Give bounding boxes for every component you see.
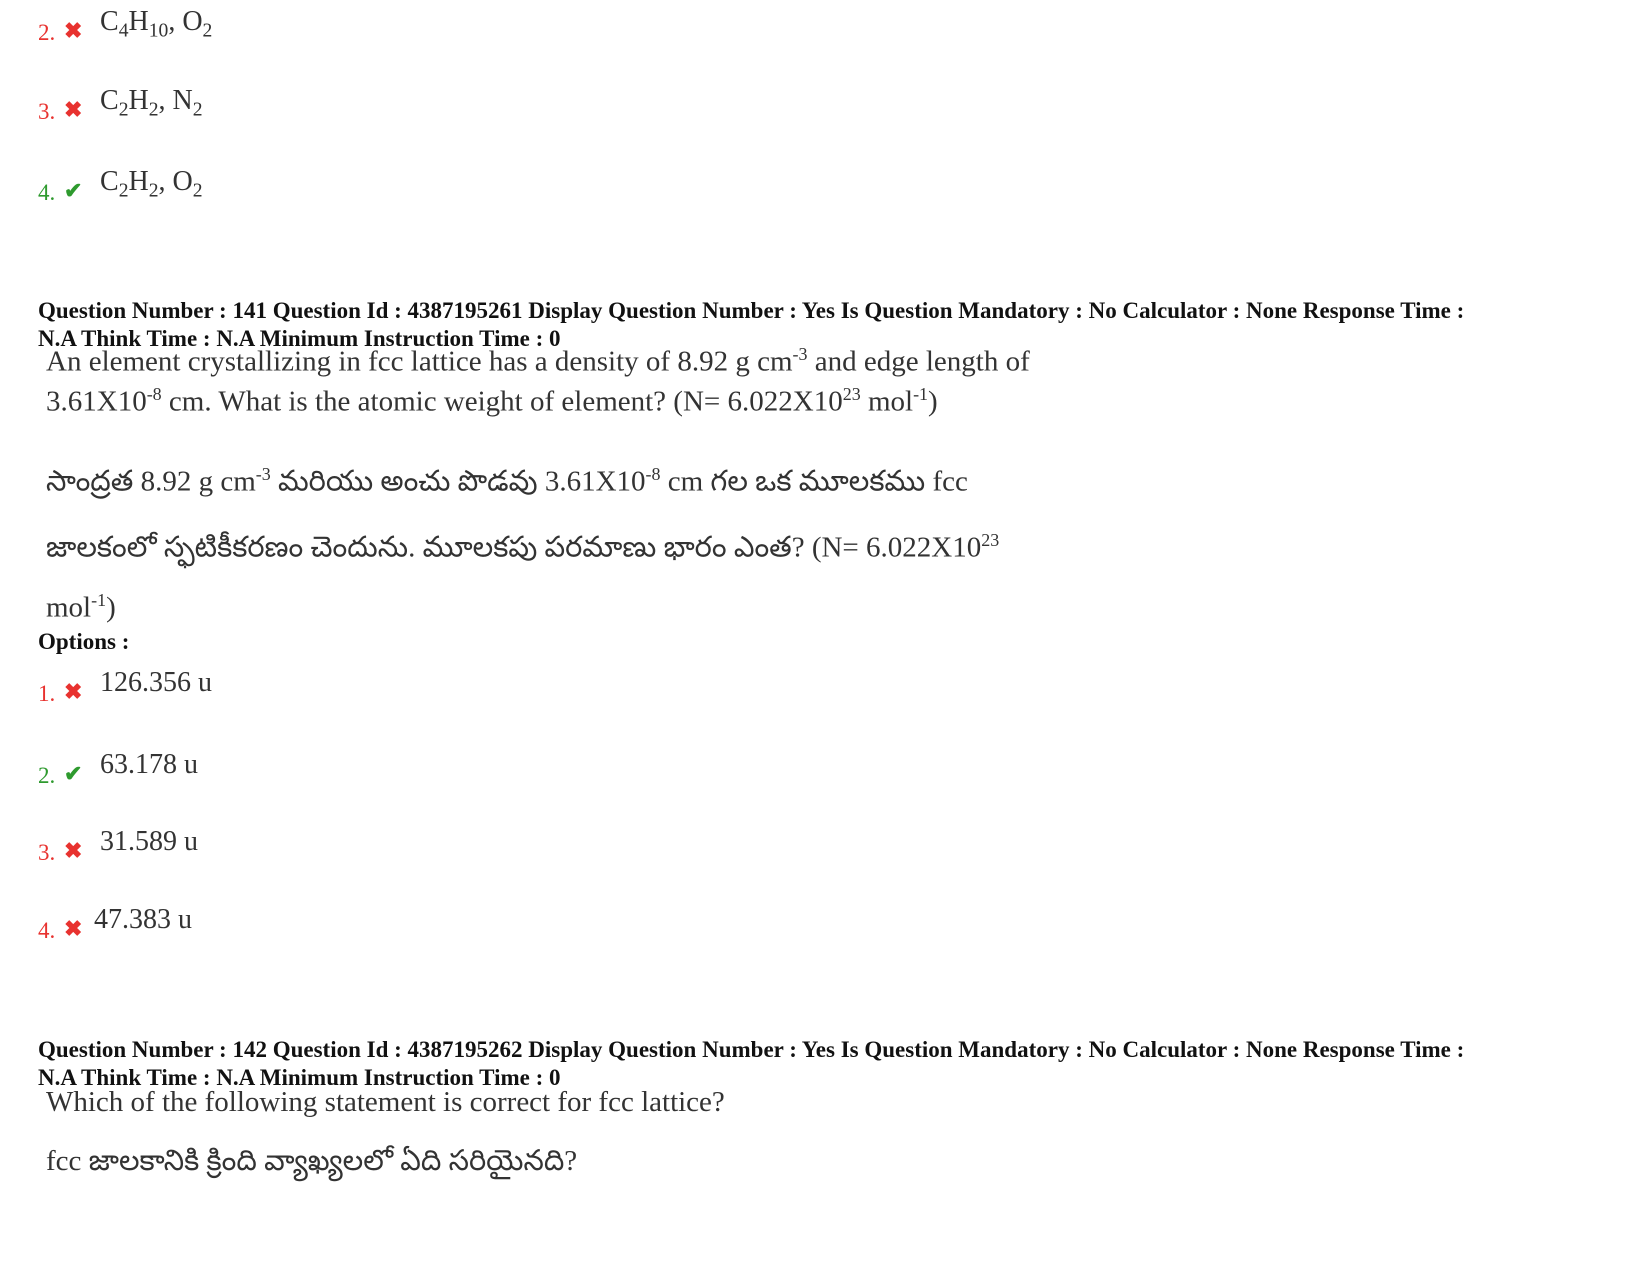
wrong-mark-icon: ✖ xyxy=(64,18,83,43)
option-text: $C_4H_{10}$, $O_2$ xyxy=(100,6,213,42)
option-number: 2. xyxy=(38,20,56,45)
option-text: 63.178 u xyxy=(100,749,198,780)
question-text-english: An element crystallizing in fcc lattice has a density of 8.92 g $cm^{-3}$ and edge length of xyxy=(46,344,1030,378)
list-item xyxy=(0,85,700,125)
question-text-english: Which of the following statement is correct for fcc lattice? xyxy=(46,1086,725,1118)
question-metadata xyxy=(38,1036,1618,1092)
option-number: 3. xyxy=(38,99,56,124)
metadata-line: Question Number : 142 Question Id : 4387195262 Display Question Number : Yes Is Question Mandatory : No Calculator : None Response Time : xyxy=(38,1037,1465,1062)
metadata-line: N.A Think Time : N.A Minimum Instruction Time : 0 xyxy=(38,1065,561,1090)
list-item xyxy=(0,826,700,866)
option-text: $C_2H_2$, $N_2$ xyxy=(100,85,203,121)
list-item xyxy=(0,6,700,46)
check-mark-icon: ✔ xyxy=(64,178,83,203)
check-mark-icon: ✔ xyxy=(64,761,83,786)
option-text: 126.356 u xyxy=(100,667,212,698)
wrong-mark-icon: ✖ xyxy=(64,97,83,122)
option-number: 2. xyxy=(38,763,56,788)
option-text: 47.383 u xyxy=(94,904,192,935)
list-item xyxy=(0,749,700,789)
wrong-mark-icon: ✖ xyxy=(64,916,83,941)
option-number: 4. xyxy=(38,180,56,205)
question-text-telugu: సాంద్రత 8.92 g $cm^{-3}$ మరియు అంచు పొడవు $3.61X10^{-8}$ cm గల ఒక మూలకము fcc xyxy=(46,464,968,498)
list-item xyxy=(0,904,700,944)
option-number: 3. xyxy=(38,840,56,865)
question-text-telugu: fcc జాలకానికి క్రింది వ్యాఖ్యలలో ఏది సరియైనది? xyxy=(46,1145,578,1177)
metadata-line: N.A Think Time : N.A Minimum Instruction Time : 0 xyxy=(38,326,561,351)
option-text: $C_2H_2$, $O_2$ xyxy=(100,166,203,202)
question-text-english: $3.61X10^{-8}$ cm. What is the atomic weight of element? ($N= 6.022X10^{23}$ mol$^{-1}$) xyxy=(46,384,938,418)
option-text: 31.589 u xyxy=(100,826,198,857)
question-text-telugu: జాలకంలో స్ఫటికీకరణం చెందును. మూలకపు పరమాణు భారం ఎంత? ($N= 6.022X10^{23}$ xyxy=(46,530,1000,564)
options-label: Options : xyxy=(38,629,130,654)
option-number: 1. xyxy=(38,681,56,706)
metadata-line: Question Number : 141 Question Id : 4387195261 Display Question Number : Yes Is Question Mandatory : No Calculator : None Response Time : xyxy=(38,298,1465,323)
question-text-telugu: mol$^{-1}$) xyxy=(46,590,116,624)
option-number: 4. xyxy=(38,918,56,943)
wrong-mark-icon: ✖ xyxy=(64,838,83,863)
list-item xyxy=(0,667,700,707)
wrong-mark-icon: ✖ xyxy=(64,679,83,704)
list-item xyxy=(0,166,700,206)
